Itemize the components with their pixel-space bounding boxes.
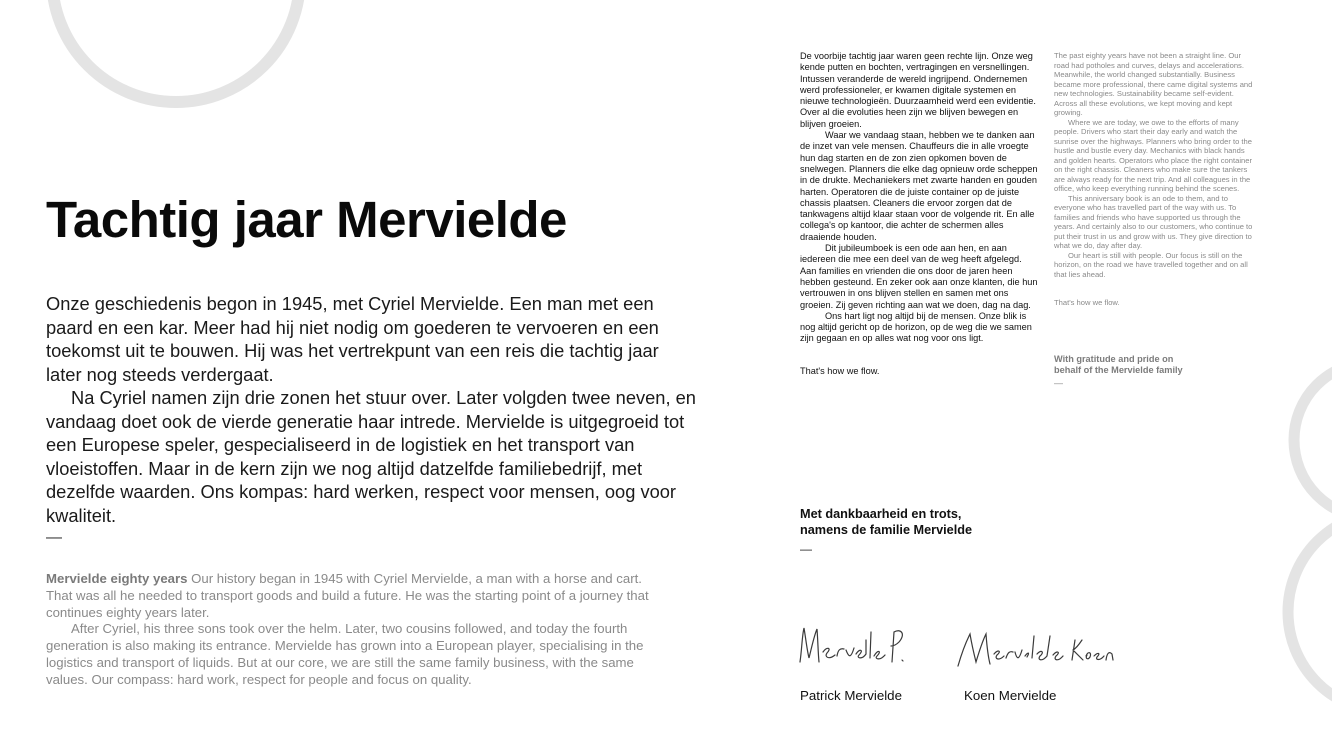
body-en-paragraph-1: The past eighty years have not been a straight line. Our road had potholes and curves, delays and accelerations. Meanwhile, the world changed substantially. Business became more professional, there came digital systems and new technologies. Sustainability became self-evident. Across all these evolutions, we kept moving and kept growing. xyxy=(1054,51,1253,117)
intro-en-paragraph-1 xyxy=(46,571,661,621)
intro-dutch xyxy=(46,292,696,549)
gratitude-nl-dash: — xyxy=(800,542,812,556)
signature-name-koen: Koen Mervielde xyxy=(964,688,1057,703)
body-nl-paragraph-3: Dit jubileumboek is een ode aan hen, en aan iedereen die mee een deel van de weg heeft afgelegd. Aan families en vrienden die ons door de jaren heen hebben gesteund. En zeker ook aan onze klanten, die hun vertrouwen in ons blijven stellen en samen met ons groeien. Zij geven richting aan wat we doen, dag na dag. xyxy=(800,243,1038,310)
right-decorative-circle-upper xyxy=(1294,362,1332,518)
body-nl-paragraph-4: Ons hart ligt nog altijd bij de mensen. Onze blik is nog altijd gericht op de horizon, op de weg die we samen zijn gegaan en op alles wat nog voor ons ligt. xyxy=(800,310,1032,344)
intro-paragraph-2: Na Cyriel namen zijn drie zonen het stuur over. Later volgden twee neven, en vandaag doet ook de vierde generatie haar intrede. Mervielde is uitgegroeid tot een Europese speler, gespecialiseerd in de logistiek en het transport van vloeistoffen. Maar in de kern zijn we nog altijd datzelfde familiebedrijf, met dezelfde waarden. Ons kompas: hard werken, respect voor mensen, oog voor kwaliteit. xyxy=(46,387,696,526)
gratitude-en-dash: — xyxy=(1054,377,1063,388)
gratitude-nl-line-1: Met dankbaarheid en trots, xyxy=(800,507,962,521)
body-english xyxy=(1054,51,1254,389)
intro-en-lead: Mervielde eighty years xyxy=(46,571,188,586)
intro-paragraph-1: Onze geschiedenis begon in 1945, met Cyriel Mervielde. Een man met een paard en een kar. Meer had hij niet nodig om goederen te vervoeren en een toekomst uit te bouwen. Hij was het vertrekpunt van een reis die tachtig jaar later nog steeds verdergaat. xyxy=(46,293,659,385)
gratitude-nl-line-2: namens de familie Mervielde xyxy=(800,523,973,537)
body-en-paragraph-4: Our heart is still with people. Our focus is still on the horizon, on the road we have travelled together and on all that lies ahead. xyxy=(1054,250,1248,279)
intro-english xyxy=(46,571,661,689)
gratitude-en-line-1: With gratitude and pride on xyxy=(1054,353,1174,364)
body-en-paragraph-2: Where we are today, we owe to the efforts of many people. Drivers who start their day early and watch the sunrise over the highways. Planners who bring order to the hustle and bustle every day. Mechanics with black hands and golden hearts. Operators who place the right container on the right chassis. Cleaners who make sure the tankers are always ready for the next trip. And all colleagues in the office, who keep everything running behind the scenes. xyxy=(1054,117,1252,193)
body-nl-paragraph-2: Waar we vandaag staan, hebben we te danken aan de inzet van vele mensen. Chauffeurs die in alle vroegte hun dag starten en de zon zien opkomen boven de snelwegen. Planners die elke dag opnieuw orde scheppen in de drukte. Mechaniekers met zwarte handen en gouden harten. Operatoren die de juiste container op de juiste chassis plaatsen. Cleaners die ervoor zorgen dat de tankwagens altijd klaar staan voor de volgende rit. En alle collega's op kantoor, die achter de schermen alles draaiende houden. xyxy=(800,130,1038,242)
gratitude-dutch xyxy=(800,506,1060,538)
intro-dash: — xyxy=(46,529,62,546)
gratitude-english xyxy=(1054,354,1254,377)
signature-koen xyxy=(954,624,1114,670)
page-title: Tachtig jaar Mervielde xyxy=(46,191,567,248)
body-en-flow: That's how we flow. xyxy=(1054,298,1120,307)
signature-patrick xyxy=(796,618,916,668)
intro-en-text-1: Our history began in 1945 with Cyriel Mervielde, a man with a horse and cart. That was all he needed to transport goods and build a future. He was the starting point of a journey that continues eighty years later. xyxy=(46,571,649,620)
top-decorative-circle xyxy=(52,0,300,102)
right-decorative-circle-lower xyxy=(1288,512,1332,712)
gratitude-en-line-2: behalf of the Mervielde family xyxy=(1054,365,1183,376)
body-en-paragraph-3: This anniversary book is an ode to them, and to everyone who has travelled part of the way with us. To families and friends who have supported us through the years. And certainly also to our customers, who continue to put their trust in us and grow with us. They give direction to what we do, day after day. xyxy=(1054,193,1253,250)
intro-en-paragraph-2: After Cyriel, his three sons took over the helm. Later, two cousins followed, and today the fourth generation is also making its entrance. Mervielde has grown into a European player, specialising in the logistics and transport of liquids. But at our core, we are still the same family business, with the same values. Our compass: hard work, respect for people and focus on quality. xyxy=(46,621,644,687)
body-nl-flow: That's how we flow. xyxy=(800,365,880,376)
signature-name-patrick: Patrick Mervielde xyxy=(800,688,902,703)
body-dutch xyxy=(800,51,1040,377)
body-nl-paragraph-1: De voorbije tachtig jaar waren geen rechte lijn. Onze weg kende putten en bochten, vertragingen en versnellingen. Intussen veranderde de wereld ingrijpend. Ondernemen werd professioneler, er kwamen digitale systemen en nieuwe technologieën. Duurzaamheid werd een evidentie. Over al die evoluties heen zijn we blijven bewegen en blijven groeien. xyxy=(800,51,1036,129)
